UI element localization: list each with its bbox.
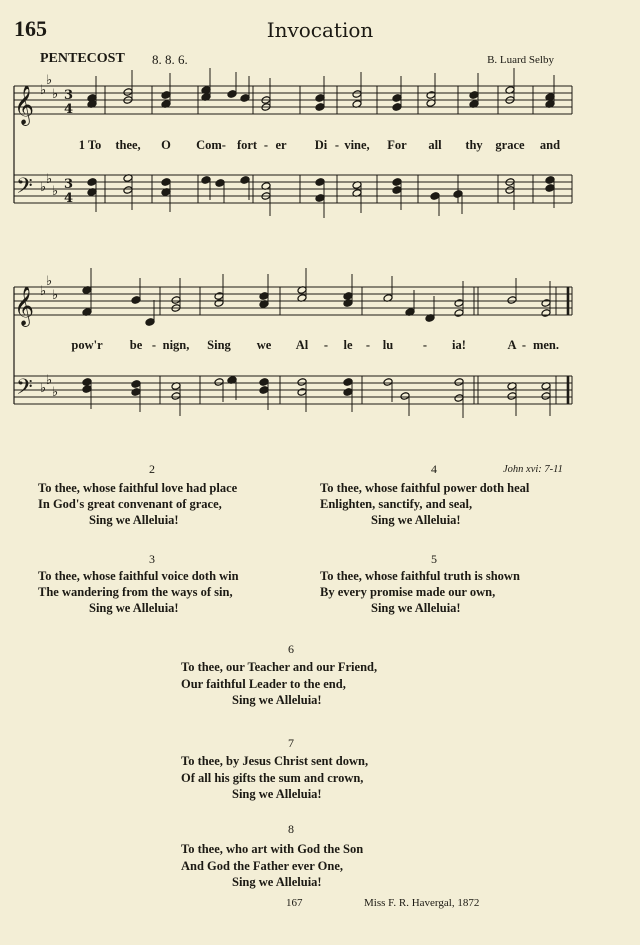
flat-sign: ♭ (52, 184, 59, 199)
lyric-syllable: Di (314, 138, 328, 152)
note-head (343, 299, 353, 308)
lyric-syllable: - (323, 338, 329, 352)
flat-sign: ♭ (40, 284, 47, 299)
lyric-syllable: vine, (344, 138, 370, 152)
flat-sign: ♭ (40, 381, 47, 396)
lyric-syllable: thee, (115, 138, 141, 152)
lyric-syllable: lu (382, 338, 394, 352)
note-head (454, 394, 464, 403)
verse-line: Sing we Alleluia! (232, 693, 322, 707)
note-head (352, 90, 362, 99)
lyric-syllable: O (161, 138, 171, 152)
lyric-syllable: nign, (162, 338, 190, 352)
flat-sign: ♭ (52, 288, 59, 303)
note-head (343, 292, 353, 301)
verse-line: The wandering from the ways of sin, (38, 585, 233, 599)
verse-line: To thee, whose faithful voice doth win (38, 569, 239, 583)
note-head (171, 296, 181, 305)
scripture-reference: John xvi: 7-11 (503, 464, 563, 475)
lyric-syllable: - (263, 138, 269, 152)
note-head (454, 299, 464, 308)
time-signature: 4 (64, 191, 74, 206)
lyric-syllable: 1 To (78, 138, 102, 152)
lyric-syllable: thy (465, 138, 483, 152)
note-head (454, 309, 464, 318)
time-signature: 3 (64, 88, 74, 103)
note-head (430, 192, 440, 201)
verse-number: 8 (288, 822, 294, 836)
verse-line: To thee, who art with God the Son (181, 842, 364, 856)
verse-number: 4 (431, 462, 437, 476)
page-number: 167 (286, 897, 303, 909)
note-head (507, 392, 517, 401)
note-head (240, 94, 250, 103)
tune-meter: 8. 8. 6. (152, 52, 188, 67)
note-head (545, 176, 555, 185)
note-head (315, 178, 325, 187)
lyric-syllable: pow'r (71, 338, 103, 352)
verse-line: Sing we Alleluia! (371, 513, 461, 527)
note-head (315, 194, 325, 203)
verse-line: Sing we Alleluia! (232, 875, 322, 889)
verse-number: 3 (149, 552, 155, 566)
lyric-syllable: and (539, 138, 561, 152)
author-credit: Miss F. R. Havergal, 1872 (364, 897, 480, 909)
note-head (214, 292, 224, 301)
flat-sign: ♭ (46, 274, 53, 289)
note-head (343, 388, 353, 397)
verse-number: 5 (431, 552, 437, 566)
note-head (131, 380, 141, 389)
verse-line: Enlighten, sanctify, and seal, (320, 497, 473, 511)
lyric-syllable: A (507, 338, 517, 352)
note-head (259, 386, 269, 395)
note-head (400, 392, 410, 401)
time-signature: 3 (64, 177, 74, 192)
flat-sign: ♭ (40, 83, 47, 98)
lyric-syllable: - (365, 338, 371, 352)
note-head (541, 392, 551, 401)
note-head (145, 318, 155, 327)
composer: B. Luard Selby (487, 54, 554, 66)
time-signature: 4 (64, 102, 74, 117)
lyric-syllable: ia! (452, 338, 466, 352)
hymn-number: 165 (14, 16, 47, 41)
lyric-syllable: Al (295, 338, 309, 352)
treble-clef: 𝄞 (14, 286, 35, 326)
flat-sign: ♭ (46, 373, 53, 388)
flat-sign: ♭ (46, 73, 53, 88)
verse-line: To thee, whose faithful truth is shown (320, 569, 520, 583)
note-head (297, 388, 307, 397)
note-head (227, 90, 237, 99)
verse-line: To thee, by Jesus Christ sent down, (181, 754, 369, 768)
note-head (240, 176, 250, 185)
lyric-syllable: men. (532, 338, 560, 352)
lyric-syllable: fort (236, 138, 258, 152)
verse-number: 2 (149, 462, 155, 476)
lyric-syllable: - (334, 138, 340, 152)
verse-line: And God the Father ever One, (181, 859, 344, 873)
verse-line: Sing we Alleluia! (371, 601, 461, 615)
lyric-syllable: - (521, 338, 527, 352)
verse-line: Our faithful Leader to the end, (181, 677, 346, 691)
flat-sign: ♭ (52, 87, 59, 102)
verse-line: Sing we Alleluia! (89, 513, 179, 527)
verse-line: To thee, our Teacher and our Friend, (181, 660, 378, 674)
lyric-syllable: we (256, 338, 272, 352)
note-head (392, 178, 402, 187)
lyric-syllable: Sing (207, 338, 231, 352)
lyric-syllable: be (129, 338, 143, 352)
lyric-syllable: er (275, 138, 287, 152)
note-head (392, 103, 402, 112)
verse-line: Sing we Alleluia! (232, 787, 322, 801)
note-head (469, 91, 479, 100)
lyric-syllable: Com- (196, 138, 226, 152)
note-head (541, 309, 551, 318)
verse-number: 7 (288, 736, 294, 750)
note-head (161, 178, 171, 187)
note-head (82, 378, 92, 387)
note-head (201, 176, 211, 185)
note-head (82, 385, 92, 394)
note-head (259, 292, 269, 301)
hymn-title: Invocation (266, 18, 374, 42)
note-head (454, 378, 464, 387)
music-score (0, 0, 640, 420)
verse-line: In God's great convenant of grace, (38, 497, 222, 511)
note-head (507, 296, 517, 305)
note-head (343, 378, 353, 387)
note-head (131, 388, 141, 397)
note-head (392, 186, 402, 195)
lyric-syllable: - (151, 338, 157, 352)
note-head (453, 190, 463, 199)
lyric-syllable: le (343, 338, 353, 352)
verse-line: By every promise made our own, (320, 585, 496, 599)
note-head (215, 179, 225, 188)
note-head (392, 94, 402, 103)
lyric-syllable: For (387, 138, 407, 152)
treble-clef: 𝄞 (14, 85, 35, 125)
verse-line: To thee, whose faithful power doth heal (320, 481, 530, 495)
lyric-syllable: all (428, 138, 442, 152)
note-head (315, 94, 325, 103)
bass-clef: 𝄢 (16, 375, 33, 405)
verse-line: To thee, whose faithful love had place (38, 481, 238, 495)
note-head (297, 378, 307, 387)
note-head (131, 296, 141, 305)
note-head (214, 378, 224, 387)
note-head (171, 392, 181, 401)
note-head (541, 299, 551, 308)
note-head (161, 91, 171, 100)
note-head (259, 378, 269, 387)
lyric-syllable: grace (495, 138, 525, 152)
verse-number: 6 (288, 642, 294, 656)
note-head (87, 178, 97, 187)
verse-line: Sing we Alleluia! (89, 601, 179, 615)
note-head (426, 91, 436, 100)
note-head (505, 186, 515, 195)
note-head (123, 88, 133, 97)
flat-sign: ♭ (46, 172, 53, 187)
note-head (383, 378, 393, 387)
bass-clef: 𝄢 (16, 174, 33, 204)
note-head (123, 186, 133, 195)
note-head (315, 103, 325, 112)
verse-line: Of all his gifts the sum and crown, (181, 771, 364, 785)
note-head (214, 299, 224, 308)
flat-sign: ♭ (52, 385, 59, 400)
flat-sign: ♭ (40, 180, 47, 195)
tune-name: PENTECOST (40, 51, 125, 66)
note-head (545, 184, 555, 193)
lyric-syllable: - (422, 338, 428, 352)
